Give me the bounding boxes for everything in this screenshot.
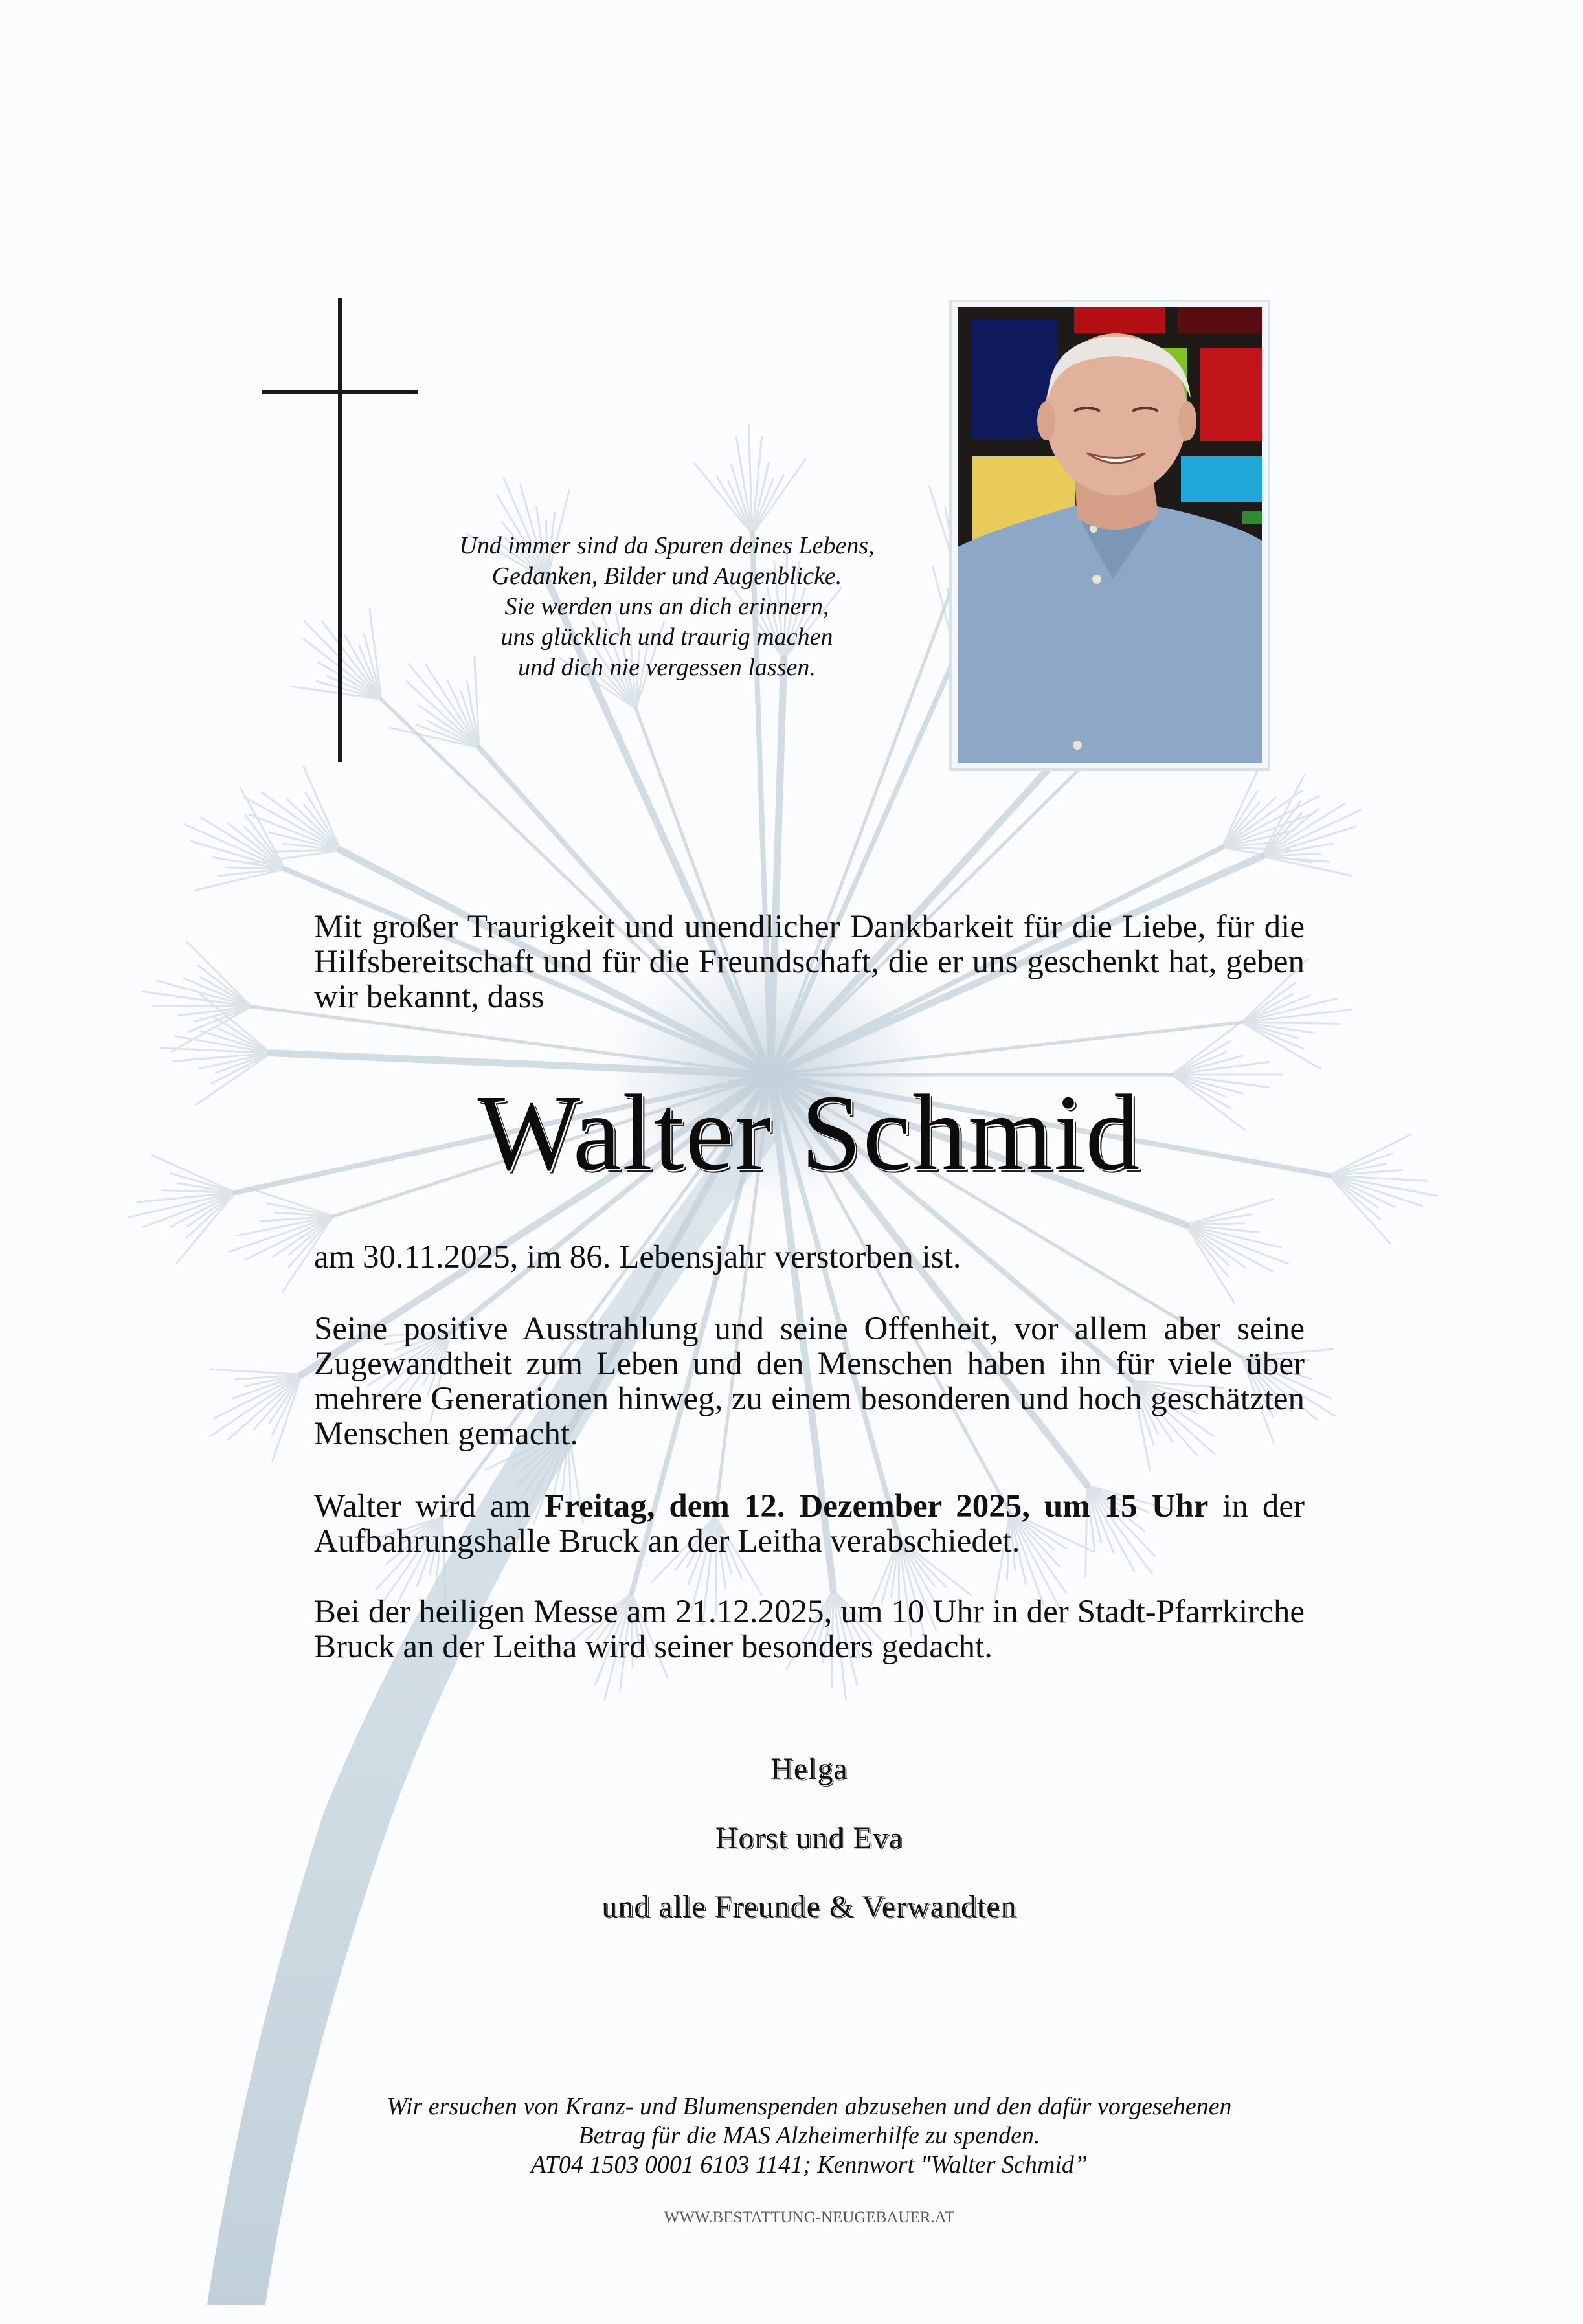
funeral-home-website[interactable]: WWW.BESTATTUNG-NEUGEBAUER.AT [664, 2209, 955, 2226]
donation-note-line: Wir ersuchen von Kranz- und Blumenspenden abzusehen und den dafür vorgesehenen [387, 2093, 1232, 2120]
deceased-name: Walter Schmid [477, 1073, 1141, 1193]
poem-line: uns glücklich und traurig machen [500, 623, 833, 651]
poem-line: Sie werden uns an dich erinnern, [504, 593, 829, 620]
death-date-text: am 30.11.2025, im 86. Lebensjahr verstorben ist. [314, 1239, 961, 1275]
mourner-name: und alle Freunde & Verwandten [601, 1890, 1017, 1924]
intro-text: Mit großer Traurigkeit und unendlicher Dankbarkeit für die Liebe, für die Hilfsbereitschaft und für die Freundschaft, die er uns geschenkt hat, geben wir bekannt, dass [314, 909, 1305, 1015]
mourner-name: Horst und Eva [715, 1821, 904, 1855]
dandelion-seed-tuft [210, 1369, 302, 1461]
donation-note [278, 2092, 1340, 2180]
poem-line: Gedanken, Bilder und Augenblicke. [491, 563, 842, 590]
mourner-name: Helga [770, 1752, 848, 1786]
farewell-prefix: Walter wird am [314, 1488, 545, 1525]
donation-note-line: Betrag für die MAS Alzheimerhilfe zu spenden. [578, 2122, 1040, 2149]
dandelion-seed-tuft [185, 788, 285, 889]
tribute-text: Seine positive Ausstrahlung und seine Offenheit, vor allem aber seine Zugewandtheit zum Leben und den Menschen haben ihn für viele über mehrere Generationen hinweg, zu einem besonderen und hoch geschätzten Menschen gemacht. [314, 1311, 1305, 1452]
portrait-frame [949, 300, 1270, 771]
dandelion-seed-tuft [695, 424, 805, 534]
memorial-poem [414, 531, 919, 683]
dandelion-seed-tuft [128, 1155, 236, 1263]
portrait-photo [958, 307, 1262, 763]
tribute-paragraph [314, 1312, 1305, 1451]
death-date-line [314, 1240, 1305, 1275]
mass-text: Bei der heiligen Messe am 21.12.2025, um 10 Uhr in der Stadt-Pfarrkirche Bruck an der Leitha wird seiner besonders gedacht. [314, 1594, 1305, 1665]
farewell-suffix: in der Aufbahrungshalle Bruck an der Leitha verabschiedet. [314, 1488, 1305, 1559]
cross-icon-vertical [338, 298, 342, 762]
dandelion-seed-tuft [1329, 1135, 1437, 1244]
farewell-paragraph [314, 1489, 1305, 1559]
intro-paragraph [314, 910, 1305, 1014]
dandelion-ray [381, 699, 770, 1075]
farewell-date-time: Freitag, dem 12. Dezember 2025, um 15 Uhr [545, 1488, 1209, 1525]
cross-icon-horizontal [262, 390, 418, 394]
poem-line: und dich nie vergessen lassen. [518, 654, 816, 681]
farewell-text [314, 1489, 1305, 1559]
dandelion-seed-tuft [291, 609, 381, 699]
mass-paragraph [314, 1594, 1305, 1664]
dandelion-seed-tuft [1262, 776, 1362, 876]
poem-line: Und immer sind da Spuren deines Lebens, [459, 532, 875, 559]
donation-bank-line: AT04 1503 0001 6103 1141; Kennwort "Walter Schmid” [530, 2151, 1088, 2178]
dandelion-seed-tuft [142, 942, 251, 1051]
dandelion-ray [770, 722, 1127, 1075]
